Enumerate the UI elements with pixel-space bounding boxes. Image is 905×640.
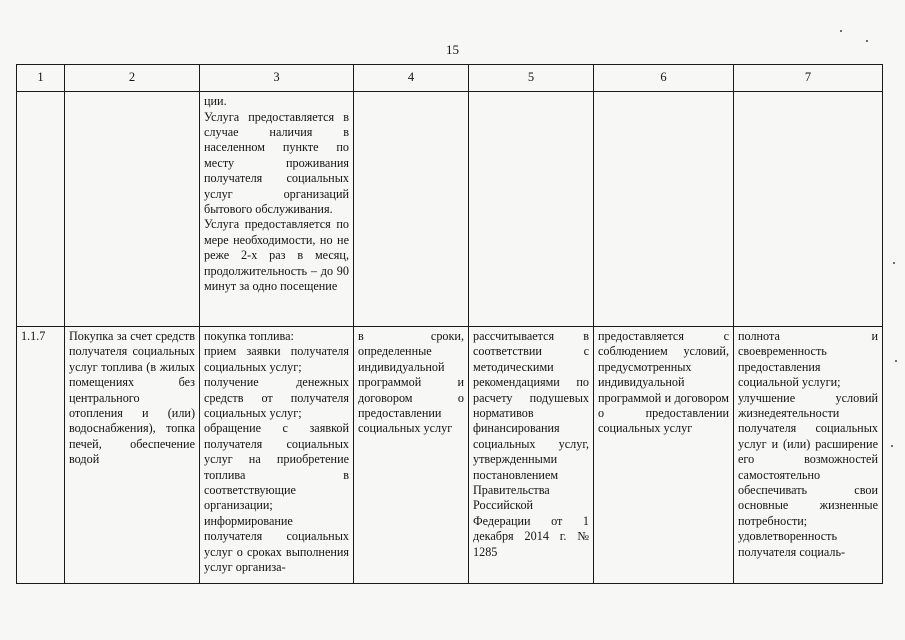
row2-conditions: предоставляется с соблюдением условий, предусмотренных индивидуальной программой и договором о предоставлении социальных услуг <box>594 327 734 584</box>
header-col-1: 1 <box>17 65 65 92</box>
row1-terms <box>354 92 469 327</box>
row2-quality <box>734 327 883 584</box>
scan-speck <box>893 262 895 264</box>
table-row <box>17 327 883 584</box>
table-row <box>17 92 883 327</box>
row1-desc-part-3: Услуга предоставляется по мере необходимости, но не реже 2-х раз в месяц, продолжительность – до 90 минут за одно посещение <box>204 217 349 294</box>
page-number: 15 <box>446 42 459 57</box>
row2-desc-part-4: обращение с заявкой получателя социальных услуг на приобретение топлива в соответствующие организации; <box>204 421 349 513</box>
header-col-2: 2 <box>65 65 200 92</box>
row2-desc-part-5: информирование получателя социальных услуг о сроках выполнения услуг организа- <box>204 513 349 575</box>
header-row <box>17 65 883 92</box>
scan-speck <box>866 40 868 42</box>
scan-speck <box>840 30 842 32</box>
row1-number <box>17 92 65 327</box>
header-col-5: 5 <box>469 65 594 92</box>
row2-service-description <box>200 327 354 584</box>
row1-desc-part-2: Услуга предоставляется в случае наличия в населенном пункте по месту проживания получателя социальных услуг организаций бытового обслуживания. <box>204 109 349 217</box>
row1-desc-part-1: ции. <box>204 94 227 109</box>
row2-quality-part-1: полнота и своевременность предоставления социальной услуги; <box>738 329 878 390</box>
row2-service-name: Покупка за счет средств получателя социальных услуг топлива (в жилых помещениях без центрального отопления и (или) водоснабжения), топка печей, обеспечение водой <box>65 327 200 584</box>
row1-quality <box>734 92 883 327</box>
row2-number: 1.1.7 <box>17 327 65 584</box>
row2-normative: рассчитывается в соответствии с методическими рекомендациями по расчету подушевых нормативов финансирования социальных услуг, утвержденными постановлением Правительства Российской Федерации от 1 декабря 2014 г. № 1285 <box>469 327 594 584</box>
row2-desc-part-3: получение денежных средств от получателя социальных услуг; <box>204 375 349 421</box>
header-col-6: 6 <box>594 65 734 92</box>
row1-service-description <box>200 92 354 327</box>
row2-quality-part-3: удовлетворенность получателя социаль- <box>738 529 846 559</box>
row2-desc-part-1: покупка топлива: <box>204 329 294 343</box>
row2-desc-part-2: прием заявки получателя социальных услуг; <box>204 344 349 374</box>
row2-quality-part-2: улучшение условий жизнедеятельности получателя социальных услуг и (или) расширение его возможностей самостоятельно обеспечивать свои основные жизненные потребности; <box>738 390 878 528</box>
row2-terms: в сроки, определенные индивидуальной программой и договором о предоставлении социальных услуг <box>354 327 469 584</box>
header-col-7: 7 <box>734 65 883 92</box>
header-col-4: 4 <box>354 65 469 92</box>
scan-speck <box>891 445 893 447</box>
row1-conditions <box>594 92 734 327</box>
scan-speck <box>895 360 897 362</box>
row1-normative <box>469 92 594 327</box>
row1-service-name <box>65 92 200 327</box>
services-table <box>16 64 883 584</box>
header-col-3: 3 <box>200 65 354 92</box>
